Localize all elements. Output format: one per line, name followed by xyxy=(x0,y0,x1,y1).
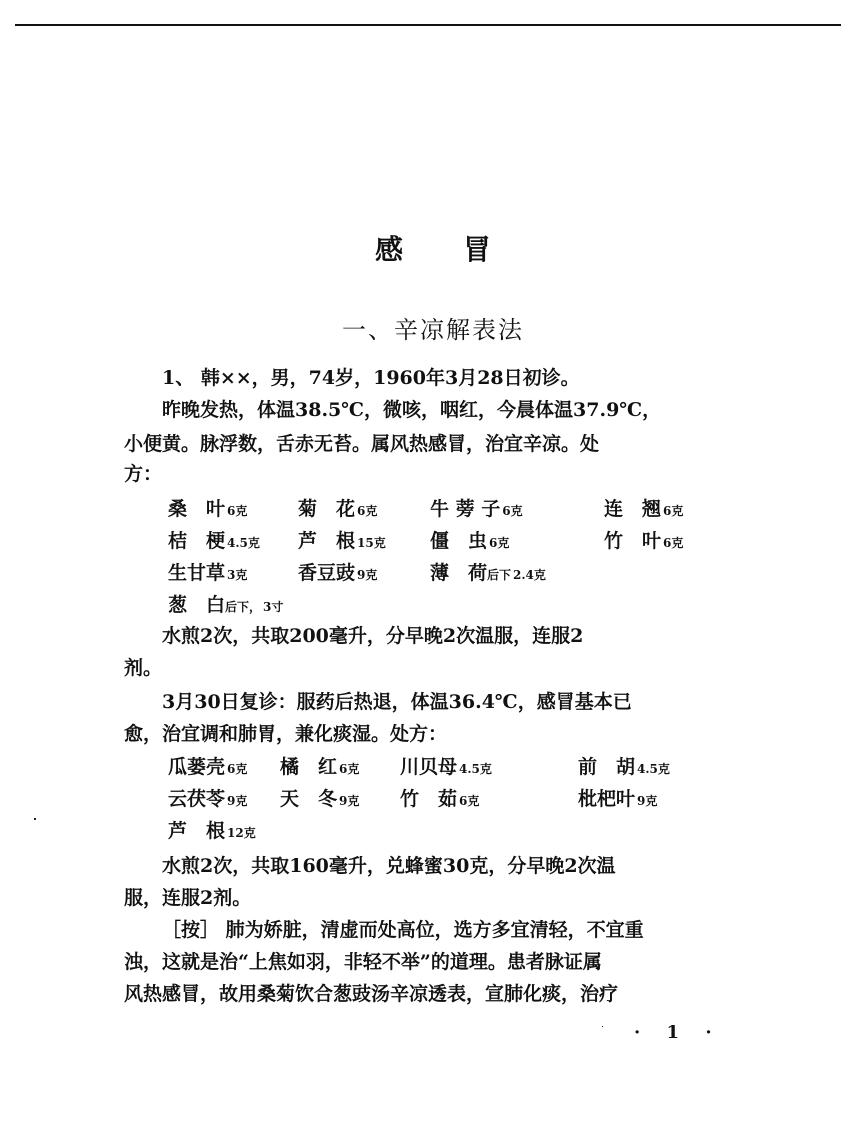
directions-2-line-2: 服，连服2剂。 xyxy=(124,887,252,909)
followup-line-2: 愈，治宜调和肺胃，兼化痰湿。处方： xyxy=(124,723,448,745)
herb-item xyxy=(168,816,256,843)
herb-dose: 6克 xyxy=(663,504,684,518)
herb-item xyxy=(400,752,492,779)
herb-name: 桔 梗 xyxy=(168,530,226,552)
herb-item xyxy=(168,784,247,811)
herb-name: 橘 红 xyxy=(280,756,338,778)
header-rule xyxy=(15,24,841,26)
directions-1-line-1: 水煎2次，共取200毫升，分早晚2次温服，连服2 xyxy=(162,625,584,647)
herb-name: 枇杷叶 xyxy=(578,788,636,810)
scan-speck xyxy=(34,818,36,820)
herb-dose: 9克 xyxy=(637,794,658,808)
symptoms-line-2: 小便黄。脉浮数，舌赤无苔。属风热感冒，治宜辛凉。处 xyxy=(124,433,600,455)
herb-item xyxy=(168,752,247,779)
herb-name: 瓜蒌壳 xyxy=(168,756,226,778)
section-heading: 一、辛凉解表法 xyxy=(342,316,524,344)
herb-dose: 6克 xyxy=(459,794,480,808)
herb-dose: 3寸 xyxy=(263,600,284,614)
herb-dose: 6克 xyxy=(489,536,510,550)
followup-line-1: 3月30日复诊：服药后热退，体温36.4℃，感冒基本已 xyxy=(162,691,632,713)
herb-dose: 9克 xyxy=(339,794,360,808)
symptoms-line-3: 方： xyxy=(124,463,163,485)
herb-name: 芦 根 xyxy=(298,530,356,552)
herb-item xyxy=(280,752,359,779)
herb-dose: 4.5克 xyxy=(459,762,492,776)
herb-dose: 6克 xyxy=(339,762,360,776)
herb-dose: 15克 xyxy=(357,536,386,550)
herb-dose: 6克 xyxy=(227,762,248,776)
herb-name: 生甘草 xyxy=(168,562,226,584)
commentary-line-3: 风热感冒，故用桑菊饮合葱豉汤辛凉透表，宣肺化痰，治疗 xyxy=(124,983,619,1005)
scan-speck xyxy=(602,1026,603,1027)
commentary-line-1: ［按］ 肺为娇脏，清虚而处高位，选方多宜清轻，不宜重 xyxy=(162,919,644,941)
herb-name: 桑 叶 xyxy=(168,498,226,520)
case-header: 1、 韩××，男，74岁，1960年3月28日初诊。 xyxy=(162,367,580,389)
herb-item xyxy=(298,494,377,521)
herb-name: 天 冬 xyxy=(280,788,338,810)
herb-name: 僵 虫 xyxy=(430,530,488,552)
herb-item xyxy=(604,494,683,521)
herb-note: 后下 xyxy=(487,568,512,582)
herb-dose: 9克 xyxy=(357,568,378,582)
herb-dose: 12克 xyxy=(227,826,256,840)
herb-dose: 6克 xyxy=(227,504,248,518)
herb-name: 前 胡 xyxy=(578,756,636,778)
herb-item xyxy=(298,526,386,553)
herb-dose: 4.5克 xyxy=(227,536,260,550)
herb-dose: 3克 xyxy=(227,568,248,582)
herb-name: 葱 白 xyxy=(168,594,226,616)
herb-item xyxy=(578,784,657,811)
herb-name: 连 翘 xyxy=(604,498,662,520)
herb-item xyxy=(280,784,359,811)
herb-name: 薄 荷 xyxy=(430,562,488,584)
herb-dose: 9克 xyxy=(227,794,248,808)
herb-item xyxy=(400,784,479,811)
herb-dose: 6克 xyxy=(663,536,684,550)
directions-1-line-2: 剂。 xyxy=(124,657,163,679)
herb-dose: 6克 xyxy=(357,504,378,518)
herb-note: 后下， xyxy=(225,600,262,614)
herb-dose: 2.4克 xyxy=(513,568,546,582)
chapter-title xyxy=(0,228,866,268)
herb-name: 云茯苓 xyxy=(168,788,226,810)
herb-item xyxy=(578,752,670,779)
herb-dose: 4.5克 xyxy=(637,762,670,776)
herb-item xyxy=(298,558,377,585)
commentary-line-2: 浊，这就是治“上焦如羽，非轻不举”的道理。患者脉证属 xyxy=(124,951,602,973)
herb-name: 香豆豉 xyxy=(298,562,356,584)
directions-2-line-1: 水煎2次，共取160毫升，兑蜂蜜30克，分早晚2次温 xyxy=(162,855,616,877)
herb-item xyxy=(430,526,509,553)
herb-name: 竹 叶 xyxy=(604,530,662,552)
herb-item xyxy=(168,590,283,617)
herb-name: 芦 根 xyxy=(168,820,226,842)
chapter-title-char-1: 感 xyxy=(374,233,403,266)
symptoms-line-1: 昨晚发热，体温38.5℃，微咳，咽红，今晨体温37.9℃， xyxy=(162,399,662,421)
herb-dose: 6克 xyxy=(502,504,523,518)
herb-item xyxy=(168,558,247,585)
herb-name: 川贝母 xyxy=(400,756,458,778)
herb-item xyxy=(168,526,260,553)
chapter-title-char-2: 冒 xyxy=(463,233,492,266)
page-number: · 1 · xyxy=(634,1022,722,1043)
herb-name: 竹 茹 xyxy=(400,788,458,810)
herb-item xyxy=(430,494,523,521)
herb-item xyxy=(604,526,683,553)
herb-item xyxy=(168,494,247,521)
herb-name: 牛 蒡 子 xyxy=(430,498,501,520)
herb-item xyxy=(430,558,546,585)
herb-name: 菊 花 xyxy=(298,498,356,520)
